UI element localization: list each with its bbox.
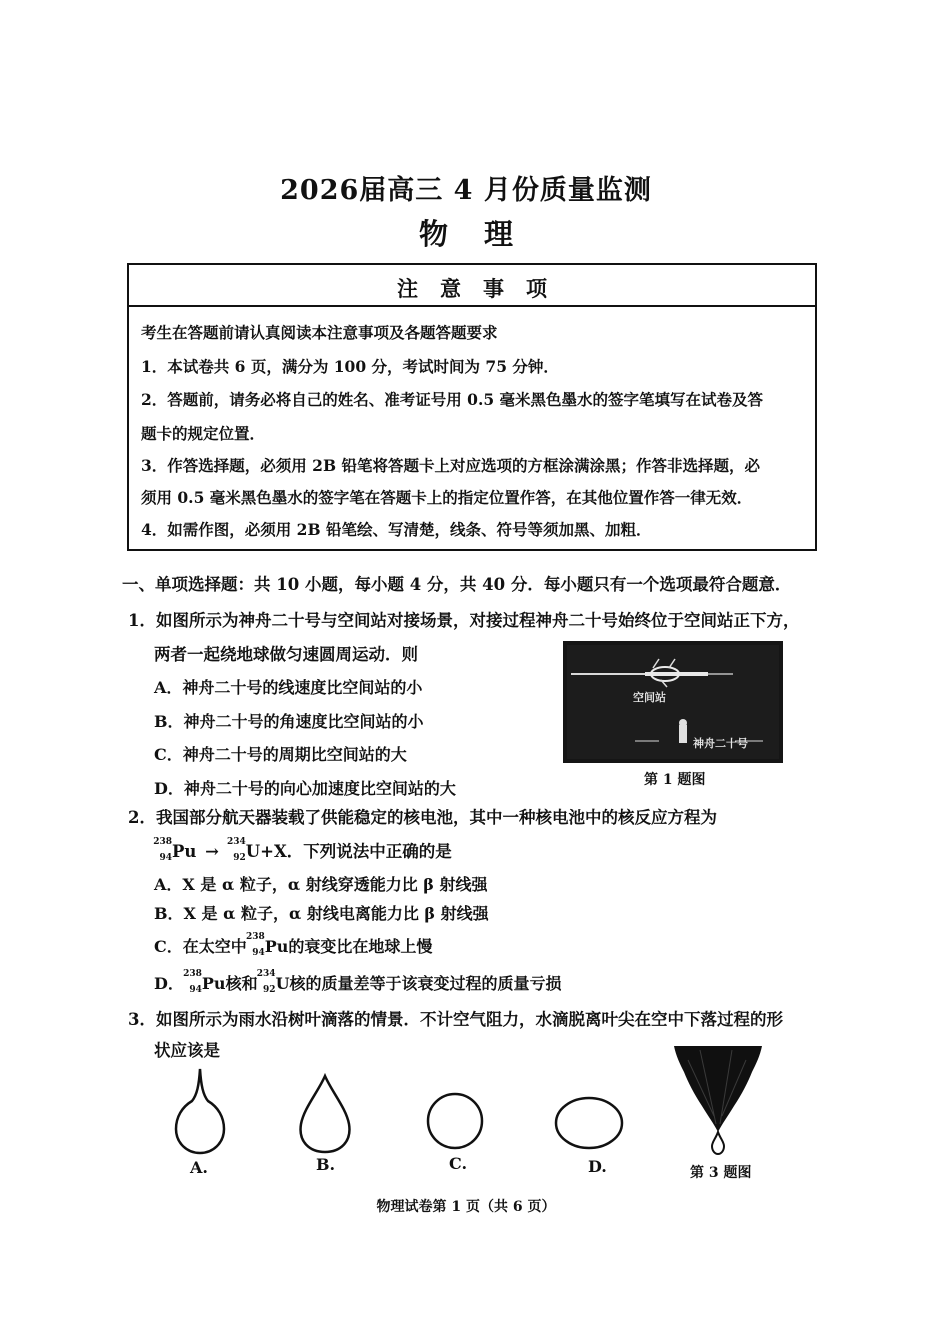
- section-heading: 一、单项选择题：共 10 小题，每小题 4 分，共 40 分．每小题只有一个选项最符合题意．: [122, 575, 792, 594]
- pu-nuclide-indices: 238 94: [153, 837, 172, 863]
- q1-option-a: A．神舟二十号的线速度比空间站的小: [154, 678, 423, 697]
- q3-shape-c: [424, 1090, 486, 1152]
- notice-box: [127, 263, 817, 551]
- notice-intro: 考生在答题前请认真阅读本注意事项及各题答题要求: [141, 323, 498, 342]
- q1-figure-label-ship: 神舟二十号: [693, 737, 748, 750]
- notice-item: 题卡的规定位置．: [141, 424, 266, 443]
- u-nuclide-indices: 234 92: [226, 837, 246, 863]
- q3-figure-leaf-drop: [670, 1042, 766, 1158]
- q1-figure-caption: 第 1 题图: [644, 772, 706, 788]
- q2-option-a: A．X 是 α 粒子，α 射线穿透能力比 β 射线强: [154, 875, 488, 894]
- q1-figure-docking-photo: [563, 641, 783, 763]
- q1-option-b: B．神舟二十号的角速度比空间站的小: [154, 712, 424, 731]
- notice-item: 4．如需作图，必须用 2B 铅笔绘、写清楚，线条、符号等须加黑、加粗．: [141, 520, 652, 539]
- q1-option-d: D．神舟二十号的向心加速度比空间站的大: [154, 779, 456, 798]
- q3-label-d: D.: [588, 1157, 607, 1176]
- q1-stem-line1: 1．如图所示为神舟二十号与空间站对接场景，对接过程神舟二十号始终位于空间站正下方，: [128, 611, 800, 630]
- q2-stem-line1: 2．我国部分航天器装载了供能稳定的核电池，其中一种核电池中的核反应方程为: [128, 808, 717, 827]
- notice-item: 1．本试卷共 6 页，满分为 100 分，考试时间为 75 分钟．: [141, 357, 559, 376]
- q2-equation: 238 94 Pu → 234 92 U+X．下列说法中正确的是: [153, 837, 452, 863]
- q2-option-d: D． 238 94 Pu核和 234 92 U核的质量差等于该衰变过程的质量亏损: [154, 969, 562, 995]
- exam-title: 2026届高三 4 月份质量监测: [280, 175, 652, 206]
- q3-shape-b: [294, 1072, 356, 1156]
- q3-label-c: C.: [449, 1154, 468, 1173]
- q3-label-b: B.: [316, 1155, 336, 1174]
- q3-stem-line2: 状应该是: [154, 1041, 220, 1060]
- notice-item: 3．作答选择题，必须用 2B 铅笔将答题卡上对应选项的方框涂满涂黑；作答非选择题，必: [141, 456, 760, 475]
- q3-shape-a: [170, 1065, 230, 1157]
- page-footer: 物理试卷第 1 页（共 6 页）: [376, 1199, 556, 1215]
- q3-figure-caption: 第 3 题图: [690, 1165, 752, 1181]
- q3-stem-line1: 3．如图所示为雨水沿树叶滴落的情景．不计空气阻力，水滴脱离叶尖在空中下落过程的形: [128, 1010, 783, 1029]
- q1-option-c: C．神舟二十号的周期比空间站的大: [154, 745, 407, 764]
- notice-title: 注意事项: [397, 276, 569, 301]
- q3-shape-d: [552, 1094, 626, 1152]
- q3-label-a: A.: [190, 1158, 208, 1177]
- notice-item: 2．答题前，请务必将自己的姓名、准考证号用 0.5 毫米黑色墨水的签字笔填写在试卷及答: [141, 390, 764, 409]
- q2-option-b: B．X 是 α 粒子，α 射线电离能力比 β 射线强: [154, 904, 489, 923]
- q2-option-c: C．在太空中 238 94 Pu的衰变比在地球上慢: [154, 932, 433, 958]
- exam-subject: 物理: [418, 217, 549, 251]
- q1-stem-line2: 两者一起绕地球做匀速圆周运动．则: [154, 645, 418, 664]
- notice-divider: [129, 305, 815, 307]
- q1-figure-label-station: 空间站: [633, 691, 666, 704]
- notice-item: 须用 0.5 毫米黑色墨水的签字笔在答题卡上的指定位置作答，在其他位置作答一律无效．: [141, 488, 753, 507]
